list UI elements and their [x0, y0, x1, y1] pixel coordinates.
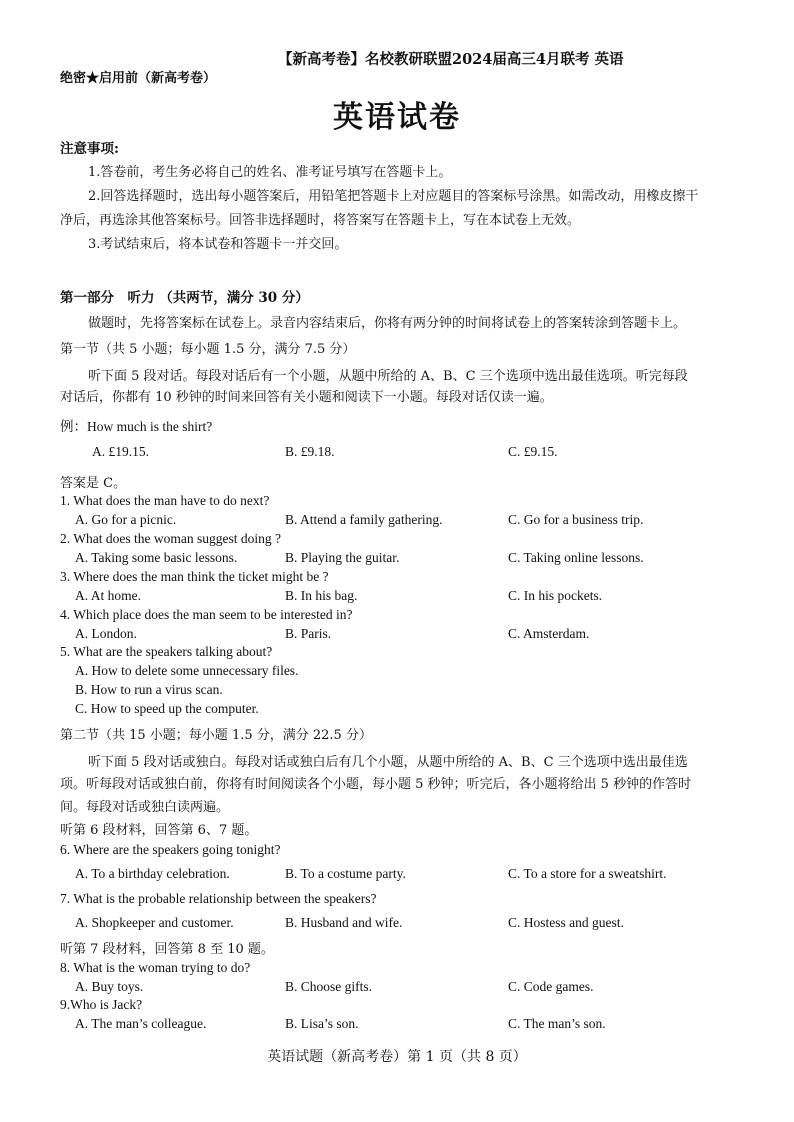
option-a: A. London.	[75, 626, 137, 641]
option-c: C. Taking online lessons.	[508, 550, 644, 565]
option-c: C. Amsterdam.	[508, 626, 590, 641]
option-a: A. To a birthday celebration.	[75, 866, 230, 881]
section2-heading: 第二节（共 15 小题；每小题 1.5 分，满分 22.5 分）	[60, 728, 372, 743]
question: 8. What is the woman trying to do?	[60, 960, 251, 975]
example-option: C. £9.15.	[508, 444, 558, 459]
material-label: 听第 6 段材料，回答第 6、7 题。	[60, 823, 258, 838]
option-c: C. Code games.	[508, 979, 594, 994]
question: 5. What are the speakers talking about?	[60, 644, 273, 659]
option-c: C. To a store for a sweatshirt.	[508, 866, 667, 881]
section2-intro: 间。每段对话或独白读两遍。	[60, 800, 230, 815]
section1-intro: 对话后，你都有 10 秒钟的时间来回答有关小题和阅读下一小题。每段对话仅读一遍。	[60, 390, 553, 405]
question: 9.Who is Jack?	[60, 997, 143, 1012]
section2-intro: 听下面 5 段对话或独白。每段对话或独白后有几个小题，从题中所给的 A、B、C 三个选项中选出最佳选	[88, 755, 688, 770]
note-item: 1.答卷前，考生务必将自己的姓名、准考证号填写在答题卡上。	[88, 165, 452, 180]
option-b: B. How to run a virus scan.	[75, 682, 223, 697]
note-item: 净后，再选涂其他答案标号。回答非选择题时，将答案写在答题卡上，写在本试卷上无效。	[60, 213, 581, 228]
notes-heading: 注意事项:	[60, 141, 119, 157]
part1-intro: 做题时，先将答案标在试卷上。录音内容结束后，你将有两分钟的时间将试卷上的答案转涂到答题卡上。	[88, 316, 687, 331]
option-b: B. Husband and wife.	[285, 915, 403, 930]
exam-title: 英语试卷	[333, 100, 461, 135]
question: 3. Where does the man think the ticket might be ?	[60, 569, 329, 584]
option-a: A. Taking some basic lessons.	[75, 550, 238, 565]
option-c: C. How to speed up the computer.	[75, 701, 259, 716]
option-a: A. The man’s colleague.	[75, 1016, 207, 1031]
option-c: C. Go for a business trip.	[508, 512, 644, 527]
question: 1. What does the man have to do next?	[60, 493, 270, 508]
option-b: B. Attend a family gathering.	[285, 512, 443, 527]
material-label: 听第 7 段材料，回答第 8 至 10 题。	[60, 942, 274, 957]
example-option: A. £19.15.	[92, 444, 149, 459]
option-b: B. Paris.	[285, 626, 332, 641]
part1-heading: 第一部分 听力 （共两节，满分 30 分）	[60, 290, 309, 306]
section2-intro: 项。听每段对话或独白前，你将有时间阅读各个小题，每小题 5 秒钟；听完后，各小题将给出 5 秒钟的作答时	[60, 777, 692, 792]
option-a: A. Go for a picnic.	[75, 512, 177, 527]
question: 4. Which place does the man seem to be interested in?	[60, 607, 353, 622]
option-b: B. To a costume party.	[285, 866, 406, 881]
question: 7. What is the probable relationship between the speakers?	[60, 891, 377, 906]
top-title: 【新高考卷】名校教研联盟2024届高三4月联考 英语	[278, 51, 624, 68]
secret-label: 绝密★启用前（新高考卷）	[60, 71, 217, 86]
option-b: B. In his bag.	[285, 588, 358, 603]
section1-heading: 第一节（共 5 小题；每小题 1.5 分，满分 7.5 分）	[60, 342, 356, 357]
option-c: C. In his pockets.	[508, 588, 603, 603]
question: 2. What does the woman suggest doing ?	[60, 531, 281, 546]
note-item: 2.回答选择题时，选出每小题答案后，用铅笔把答题卡上对应题目的答案标号涂黑。如需改动，用橡皮擦干	[88, 189, 699, 204]
option-c: C. Hostess and guest.	[508, 915, 624, 930]
option-a: A. How to delete some unnecessary files.	[75, 663, 299, 678]
example-question: 例：How much is the shirt?	[60, 419, 213, 434]
option-b: B. Lisa’s son.	[285, 1016, 359, 1031]
question: 6. Where are the speakers going tonight?	[60, 842, 281, 857]
example-answer: 答案是 C。	[60, 476, 127, 491]
option-c: C. The man’s son.	[508, 1016, 606, 1031]
page-footer: 英语试题（新高考卷）第 1 页（共 8 页）	[267, 1049, 527, 1065]
option-b: B. Playing the guitar.	[285, 550, 400, 565]
option-a: A. At home.	[75, 588, 141, 603]
option-b: B. Choose gifts.	[285, 979, 373, 994]
example-option: B. £9.18.	[285, 444, 335, 459]
option-a: A. Buy toys.	[75, 979, 144, 994]
option-a: A. Shopkeeper and customer.	[75, 915, 234, 930]
note-item: 3.考试结束后，将本试卷和答题卡一并交回。	[88, 237, 348, 252]
section1-intro: 听下面 5 段对话。每段对话后有一个小题，从题中所给的 A、B、C 三个选项中选出最佳选项。听完每段	[88, 369, 688, 384]
